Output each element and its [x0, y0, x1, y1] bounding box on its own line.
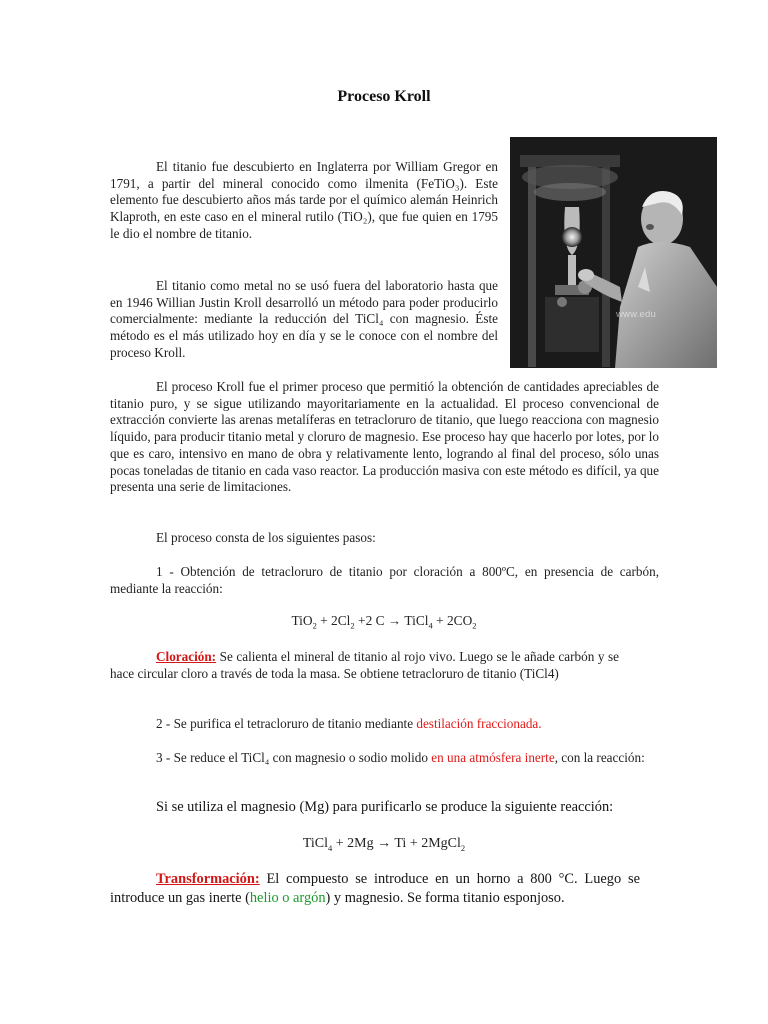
paragraph-step-2 [110, 716, 659, 733]
photo-watermark: www.edu [616, 309, 656, 320]
magnesium-text: Si se utiliza el magnesio (Mg) para purificarlo se produce la siguiente reacción: [156, 799, 614, 815]
transformacion-tail: ) y magnesio. Se forma titanio esponjoso. [325, 889, 565, 906]
paragraph-process-description-text: El proceso Kroll fue el primer proceso que permitió la obtención de cantidades apreciables de titanio puro, y se sigue utilizando mayoritariamente en la actualidad. El proceso convencional de extracción convierte las arenas metalíferas en tetracloruro de titanio, que luego reacciona con magnesio líquido, para producir titanio metal y cloruro de magnesio. Ese proceso hay que hacerlo por lotes, por lo que es caro, intensivo en mano de obra y relativamente lento, logrando al final del proceso, sólo unas pocas toneladas de titanio en cada vaso reactor. La producción masiva con este método es difícil, ya que presenta una serie de limitaciones. [110, 379, 659, 495]
paragraph-intro [110, 159, 498, 243]
eq1-part-d: + 2CO [432, 613, 473, 628]
eq1-sub-a: 2 [312, 620, 317, 631]
paragraph-magnesium [110, 798, 659, 817]
paragraph-intro-text: El titanio fue descubierto en Inglaterra por William Gregor en 1791, a partir del mineral conocido como ilmenita (FeTiO₃). Este elemento fue descubierto años más tarde por el químico alemán Heinrich Klaproth, en este caso en el mineral rutilo (TiO₂), que fue quien en 1795 le dio el nombre de titanio. [110, 159, 498, 241]
eq2-sub-a: 4 [328, 842, 333, 853]
eq2-sub-b: 2 [460, 842, 466, 853]
step-3-highlight: en una atmósfera inerte [431, 750, 555, 765]
step-3-tail: , con la reacción: [554, 750, 645, 765]
paragraph-kroll-history [110, 278, 498, 362]
kroll-photo-illustration [510, 137, 717, 368]
equation-reduction [0, 836, 768, 853]
paragraph-step-3 [110, 750, 659, 767]
step-3-text: 3 - Se reduce el TiCl₄ con magnesio o sodio molido [156, 750, 432, 765]
cloracion-text: Se calienta el mineral de titanio al rojo vivo. Luego se le añade carbón y se hace circular cloro a través de toda la masa. Se obtiene tetracloruro de titanio (TiCl4) [110, 649, 619, 681]
equation-chlorination [0, 613, 768, 631]
inert-gas-highlight: helio o argón [249, 889, 326, 906]
eq2-part-b: + 2Mg → Ti + 2MgCl [332, 836, 461, 851]
eq1-sub-b: 2 [350, 620, 355, 631]
paragraph-steps-intro-text: El proceso consta de los siguientes pasos: [156, 530, 376, 545]
paragraph-cloracion [110, 649, 619, 682]
eq1-part-c: +2 C → TiCl [354, 613, 429, 628]
step-2-highlight: destilación fraccionada. [416, 716, 542, 731]
transformacion-label: Transformación: [156, 871, 260, 887]
paragraph-step-1-text: 1 - Obtención de tetracloruro de titanio por cloración a 800ºC, en presencia de carbón, mediante la reacción: [110, 564, 659, 596]
paragraph-kroll-history-text: El titanio como metal no se usó fuera del laboratorio hasta que en 1946 Willian Justin Kroll desarrolló un método para poder producirlo comercialmente: mediante la reducción del TiCl₄ con magnesio. Éste método es el más utilizado hoy en día y se le conoce con el nombre del proceso Kroll. [110, 278, 498, 360]
kroll-photo [510, 137, 717, 368]
cloracion-label: Cloración: [156, 649, 217, 664]
eq1-part-b: + 2Cl [316, 613, 351, 628]
eq1-sub-d: 2 [472, 620, 477, 631]
eq1-sub-c: 4 [428, 620, 433, 631]
paragraph-transformacion [110, 870, 640, 907]
transformacion-text: El compuesto se introduce en un horno a 800 °C. Luego se introduce un gas inerte ( [110, 871, 640, 906]
document-title: Proceso Kroll [337, 88, 431, 105]
paragraph-step-1 [110, 564, 659, 597]
paragraph-process-description [110, 379, 659, 496]
eq1-part-a: TiO [291, 613, 313, 628]
paragraph-steps-intro [110, 530, 659, 547]
eq2-part-a: TiCl [302, 836, 329, 851]
step-2-text: 2 - Se purifica el tetracloruro de titanio mediante [156, 716, 417, 731]
